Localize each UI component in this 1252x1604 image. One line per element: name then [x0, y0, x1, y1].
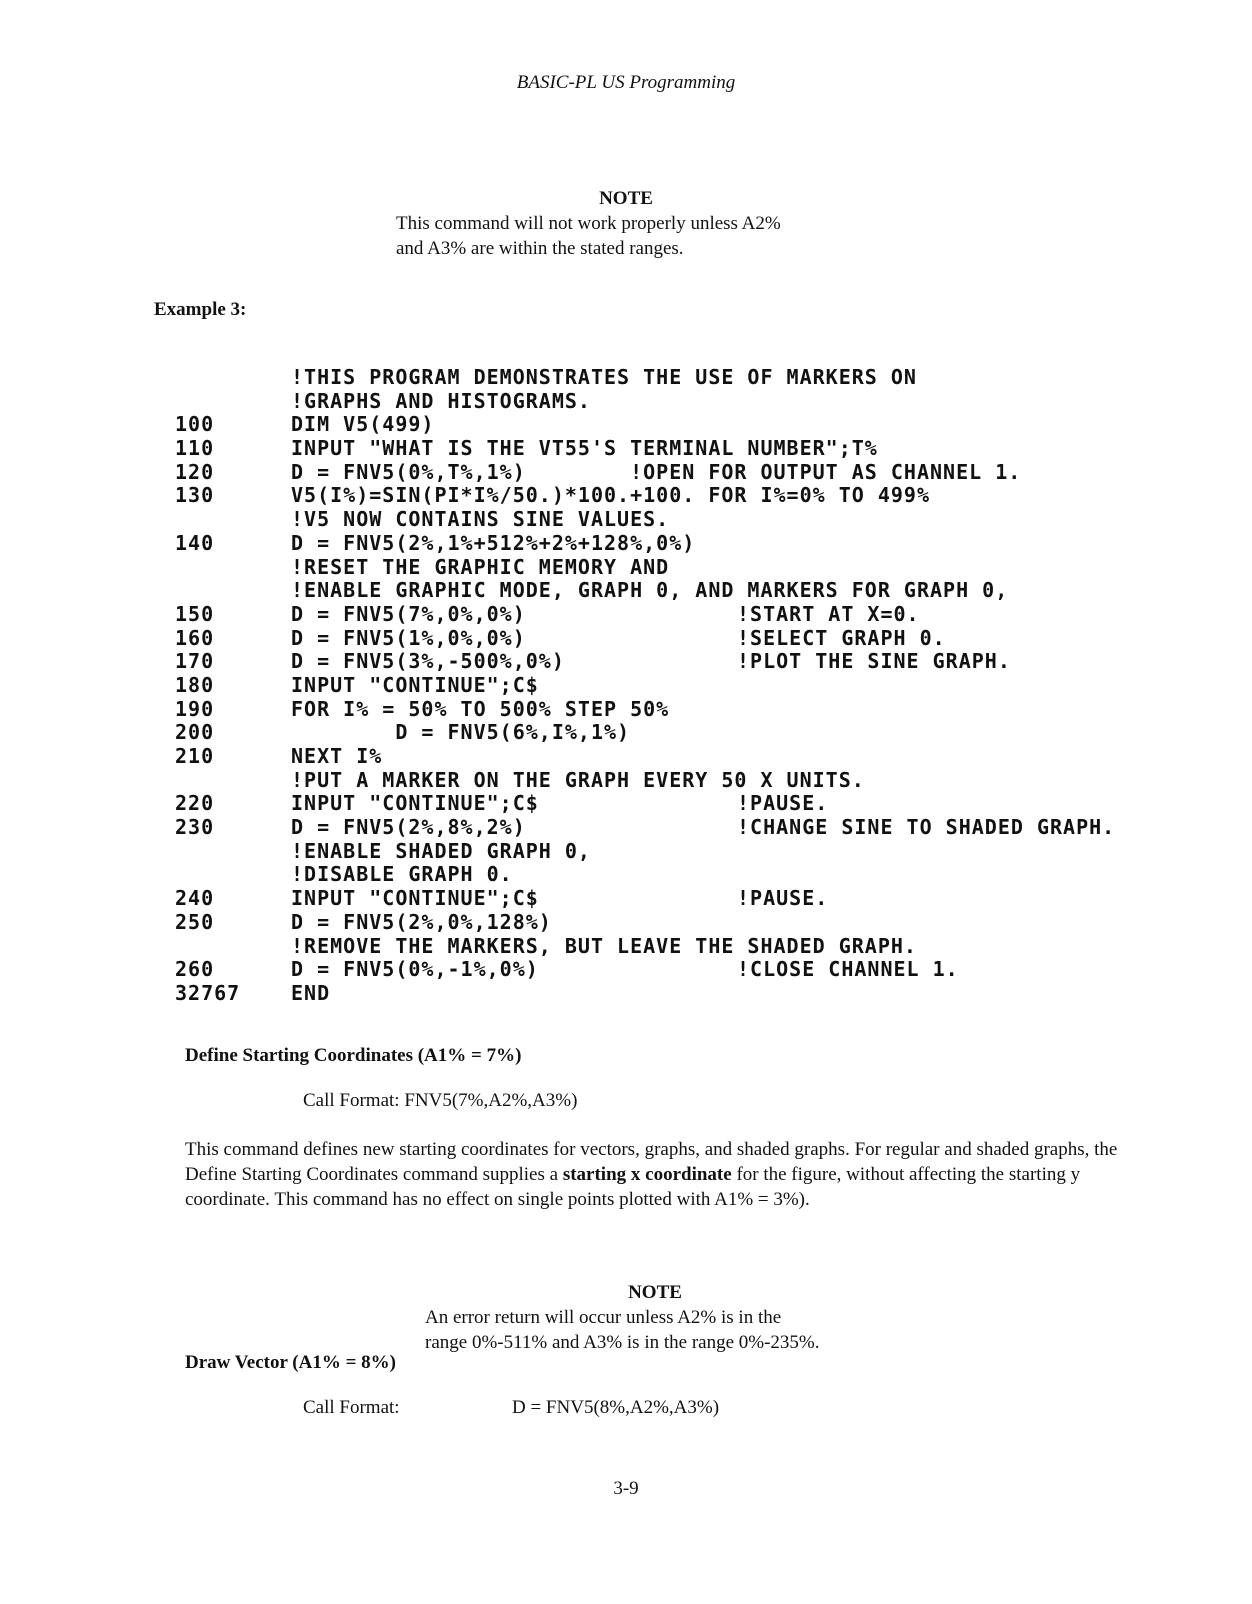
code-statement: !ENABLE GRAPHIC MODE, GRAPH 0, AND MARKERS FOR GRAPH 0, [291, 578, 1009, 603]
code-statement: !GRAPHS AND HISTOGRAMS. [291, 388, 591, 413]
line-number: 150 [175, 601, 215, 626]
code-line [150, 721, 1240, 745]
note-box [396, 186, 856, 261]
code-statement: D = FNV5(6%,I%,1%) [291, 720, 631, 745]
call-format-value: D = FNV5(8%,A2%,A3%) [512, 1397, 720, 1418]
code-statement: D = FNV5(0%,-1%,0%) [291, 957, 539, 982]
code-statement: D = FNV5(2%,0%,128%) [291, 909, 552, 934]
note-text-line: range 0%-511% and A3% is in the range 0%-235%. [425, 1332, 820, 1353]
code-line [150, 911, 1240, 935]
line-number: 240 [175, 886, 215, 911]
note-text-line: An error return will occur unless A2% is in the [425, 1307, 782, 1328]
code-statement: INPUT "CONTINUE";C$ [291, 886, 539, 911]
line-number: 170 [175, 649, 215, 674]
code-comment: !PLOT THE SINE GRAPH. [737, 649, 1011, 674]
code-line [150, 627, 1240, 651]
code-line [150, 650, 1240, 674]
body-text: for the figure, without affecting the starting y coordinate. This command has no effect on single points plotted with A1% = 3%). [185, 1164, 1081, 1210]
code-comment: !CHANGE SINE TO SHADED GRAPH. [737, 815, 1116, 840]
line-number: 32767 [175, 980, 241, 1005]
code-line [150, 887, 1240, 911]
code-statement: !ENABLE SHADED GRAPH 0, [291, 838, 591, 863]
code-statement: !DISABLE GRAPH 0. [291, 862, 513, 887]
note-title: NOTE [599, 188, 653, 209]
code-line [150, 958, 1240, 982]
call-format: Call Format: FNV5(7%,A2%,A3%) [303, 1090, 578, 1111]
code-comment: !PAUSE. [737, 886, 829, 911]
code-line [150, 792, 1240, 816]
code-statement: D = FNV5(7%,0%,0%) [291, 601, 526, 626]
line-number: 110 [175, 436, 215, 461]
code-comment: !START AT X=0. [737, 601, 920, 626]
example-heading: Example 3: [154, 299, 247, 320]
code-line [150, 484, 1240, 508]
code-statement: !RESET THE GRAPHIC MEMORY AND [291, 554, 670, 579]
code-line [150, 816, 1240, 840]
code-line [150, 769, 1240, 793]
code-statement: NEXT I% [291, 744, 383, 768]
code-statement: D = FNV5(0%,T%,1%) !OPEN FOR OUTPUT AS CHANNEL 1. [291, 459, 1022, 484]
section-heading-draw-vector: Draw Vector (A1% = 8%) [185, 1352, 396, 1373]
code-statement: !PUT A MARKER ON THE GRAPH EVERY 50 X UNITS. [291, 767, 865, 792]
running-header: BASIC-PL US Programming [516, 72, 736, 93]
code-listing [150, 366, 1240, 1006]
code-line [150, 935, 1240, 959]
line-number: 230 [175, 815, 215, 840]
code-line [150, 840, 1240, 864]
line-number: 160 [175, 625, 215, 650]
code-statement: D = FNV5(1%,0%,0%) [291, 625, 526, 650]
code-line [150, 437, 1240, 461]
code-comment: !PAUSE. [737, 791, 829, 816]
code-line [150, 579, 1240, 603]
page-number: 3-9 [613, 1478, 639, 1499]
line-number: 260 [175, 957, 215, 982]
code-comment: !SELECT GRAPH 0. [737, 625, 946, 650]
code-line [150, 698, 1240, 722]
code-statement: !THIS PROGRAM DEMONSTRATES THE USE OF MARKERS ON [291, 365, 917, 389]
code-line [150, 508, 1240, 532]
body-paragraph [185, 1137, 1125, 1212]
code-statement: END [291, 980, 331, 1005]
code-line [150, 674, 1240, 698]
code-statement: FOR I% = 50% TO 500% STEP 50% [291, 696, 670, 721]
code-line [150, 413, 1240, 437]
line-number: 140 [175, 530, 215, 555]
code-line [150, 982, 1240, 1006]
line-number: 190 [175, 696, 215, 721]
code-line [150, 532, 1240, 556]
code-statement: INPUT "CONTINUE";C$ [291, 791, 539, 816]
code-line [150, 863, 1240, 887]
code-line [150, 366, 1240, 390]
line-number: 220 [175, 791, 215, 816]
line-number: 250 [175, 909, 215, 934]
code-statement: !V5 NOW CONTAINS SINE VALUES. [291, 507, 670, 532]
call-format-label: Call Format: [303, 1397, 400, 1418]
section-heading-starting-coordinates: Define Starting Coordinates (A1% = 7%) [185, 1045, 522, 1066]
code-statement: D = FNV5(2%,1%+512%+2%+128%,0%) [291, 530, 696, 555]
code-line [150, 603, 1240, 627]
code-statement: D = FNV5(3%,-500%,0%) [291, 649, 565, 674]
note-text-line: and A3% are within the stated ranges. [396, 238, 684, 259]
code-line [150, 556, 1240, 580]
body-text: This command defines new starting coordinates for vectors, graphs, and shaded graphs. For regular and shaded graphs, the Define Starting Coordinates command supplies a [185, 1139, 1118, 1185]
line-number: 130 [175, 483, 215, 508]
code-statement: INPUT "WHAT IS THE VT55'S TERMINAL NUMBER";T% [291, 436, 878, 461]
line-number: 200 [175, 720, 215, 745]
code-statement: DIM V5(499) [291, 412, 435, 437]
body-text-bold: starting x coordinate [562, 1164, 732, 1185]
line-number: 180 [175, 672, 215, 697]
note-title: NOTE [628, 1282, 682, 1303]
code-line [150, 390, 1240, 414]
code-line [150, 461, 1240, 485]
code-statement: !REMOVE THE MARKERS, BUT LEAVE THE SHADED GRAPH. [291, 933, 917, 958]
code-statement: INPUT "CONTINUE";C$ [291, 672, 539, 697]
code-line [150, 745, 1240, 769]
line-number: 100 [175, 412, 215, 437]
code-statement: D = FNV5(2%,8%,2%) [291, 815, 526, 840]
line-number: 210 [175, 744, 215, 768]
line-number: 120 [175, 459, 215, 484]
code-comment: !CLOSE CHANNEL 1. [737, 957, 959, 982]
note-box [425, 1280, 885, 1355]
note-text-line: This command will not work properly unless A2% [396, 213, 781, 234]
code-statement: V5(I%)=SIN(PI*I%/50.)*100.+100. FOR I%=0% TO 499% [291, 483, 931, 508]
